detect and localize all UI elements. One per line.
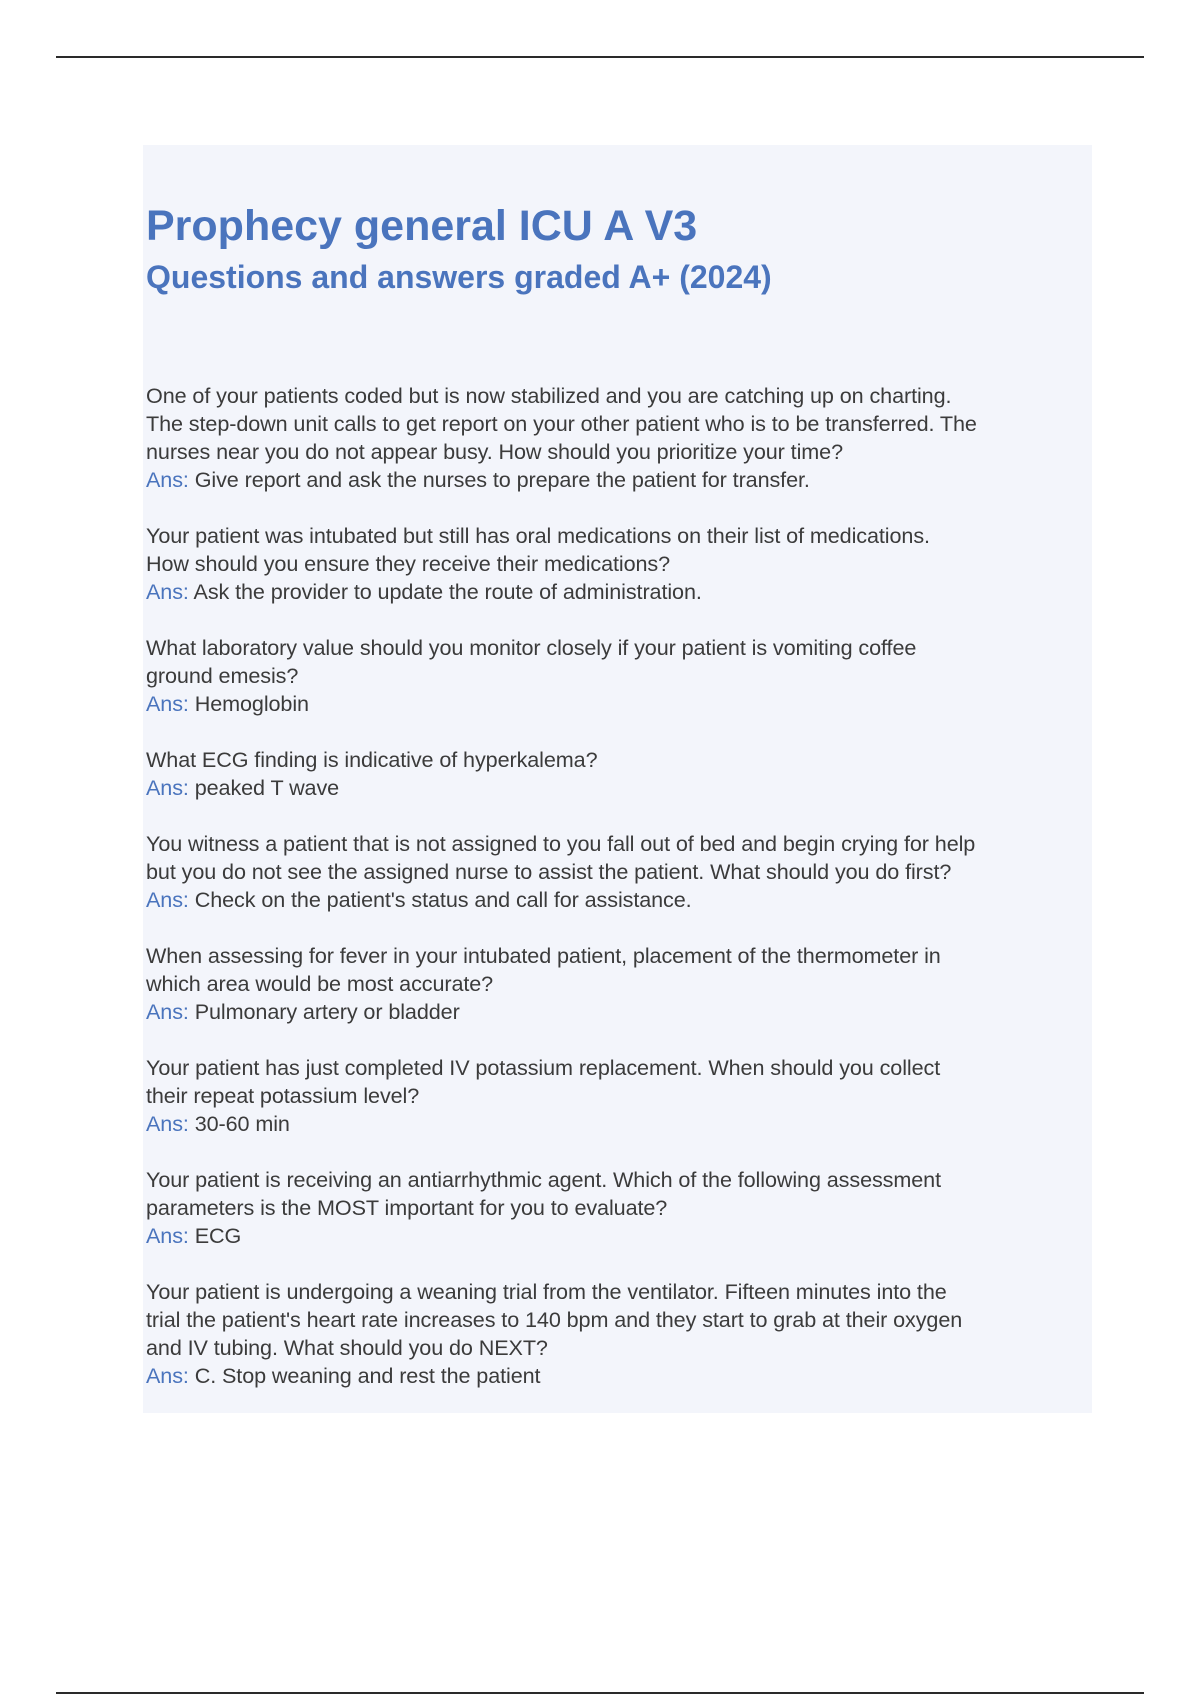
- answer-text: peaked T wave: [188, 775, 340, 800]
- answer-label: Ans:: [146, 1111, 189, 1136]
- top-rule: [56, 56, 1144, 58]
- answer-label: Ans:: [146, 579, 189, 604]
- answer-line: [146, 774, 1090, 802]
- qa-item: [146, 1278, 1090, 1390]
- bottom-rule: [56, 1692, 1144, 1694]
- qa-list: [146, 382, 1090, 1418]
- answer-label: Ans:: [146, 1363, 189, 1388]
- answer-label: Ans:: [146, 887, 189, 912]
- answer-label: Ans:: [146, 1223, 189, 1248]
- answer-line: [146, 690, 1090, 718]
- question-text: Your patient has just completed IV potassium replacement. When should you collect their repeat potassium level?: [146, 1055, 941, 1108]
- answer-label: Ans:: [146, 691, 189, 716]
- qa-item: [146, 382, 1090, 494]
- answer-line: [146, 1222, 1090, 1250]
- answer-line: [146, 998, 1090, 1026]
- answer-text: Check on the patient's status and call for assistance.: [188, 887, 692, 912]
- qa-item: [146, 746, 1090, 802]
- answer-text: Ask the provider to update the route of administration.: [188, 579, 702, 604]
- answer-text: ECG: [188, 1223, 242, 1248]
- answer-label: Ans:: [146, 467, 189, 492]
- answer-line: [146, 1110, 1090, 1138]
- question-text: What ECG finding is indicative of hyperkalema?: [146, 747, 598, 772]
- qa-item: [146, 942, 1090, 1026]
- answer-text: C. Stop weaning and rest the patient: [188, 1363, 541, 1388]
- question-text: Your patient is receiving an antiarrhythmic agent. Which of the following assessment parameters is the MOST important for you to evaluate?: [146, 1167, 941, 1220]
- answer-line: [146, 466, 1090, 494]
- answer-label: Ans:: [146, 999, 189, 1024]
- question-text: You witness a patient that is not assigned to you fall out of bed and begin crying for help but you do not see the assigned nurse to assist the patient. What should you do first?: [146, 831, 976, 884]
- question-text: When assessing for fever in your intubated patient, placement of the thermometer in which area would be most accurate?: [146, 943, 941, 996]
- qa-item: [146, 1166, 1090, 1250]
- qa-item: [146, 634, 1090, 718]
- answer-text: Hemoglobin: [188, 691, 309, 716]
- question-text: Your patient is undergoing a weaning trial from the ventilator. Fifteen minutes into the trial the patient's heart rate increases to 140 bpm and they start to grab at their oxygen and IV tubing. What should you do NEXT?: [146, 1279, 963, 1360]
- qa-item: [146, 522, 1090, 606]
- answer-label: Ans:: [146, 775, 189, 800]
- page-subtitle: Questions and answers graded A+ (2024): [146, 259, 772, 295]
- answer-text: 30-60 min: [188, 1111, 290, 1136]
- question-text: Your patient was intubated but still has oral medications on their list of medications. How should you ensure they receive their medications?: [146, 523, 930, 576]
- question-text: One of your patients coded but is now stabilized and you are catching up on charting. The step-down unit calls to get report on your other patient who is to be transferred. The nurses near you do not appear busy. How should you prioritize your time?: [146, 383, 977, 464]
- page-title: Prophecy general ICU A V3: [146, 202, 698, 250]
- question-text: What laboratory value should you monitor closely if your patient is vomiting coffee ground emesis?: [146, 635, 917, 688]
- answer-line: [146, 886, 1090, 914]
- answer-text: Pulmonary artery or bladder: [188, 999, 460, 1024]
- answer-line: [146, 578, 1090, 606]
- qa-item: [146, 1054, 1090, 1138]
- qa-item: [146, 830, 1090, 914]
- answer-text: Give report and ask the nurses to prepare the patient for transfer.: [188, 467, 810, 492]
- answer-line: [146, 1362, 1090, 1390]
